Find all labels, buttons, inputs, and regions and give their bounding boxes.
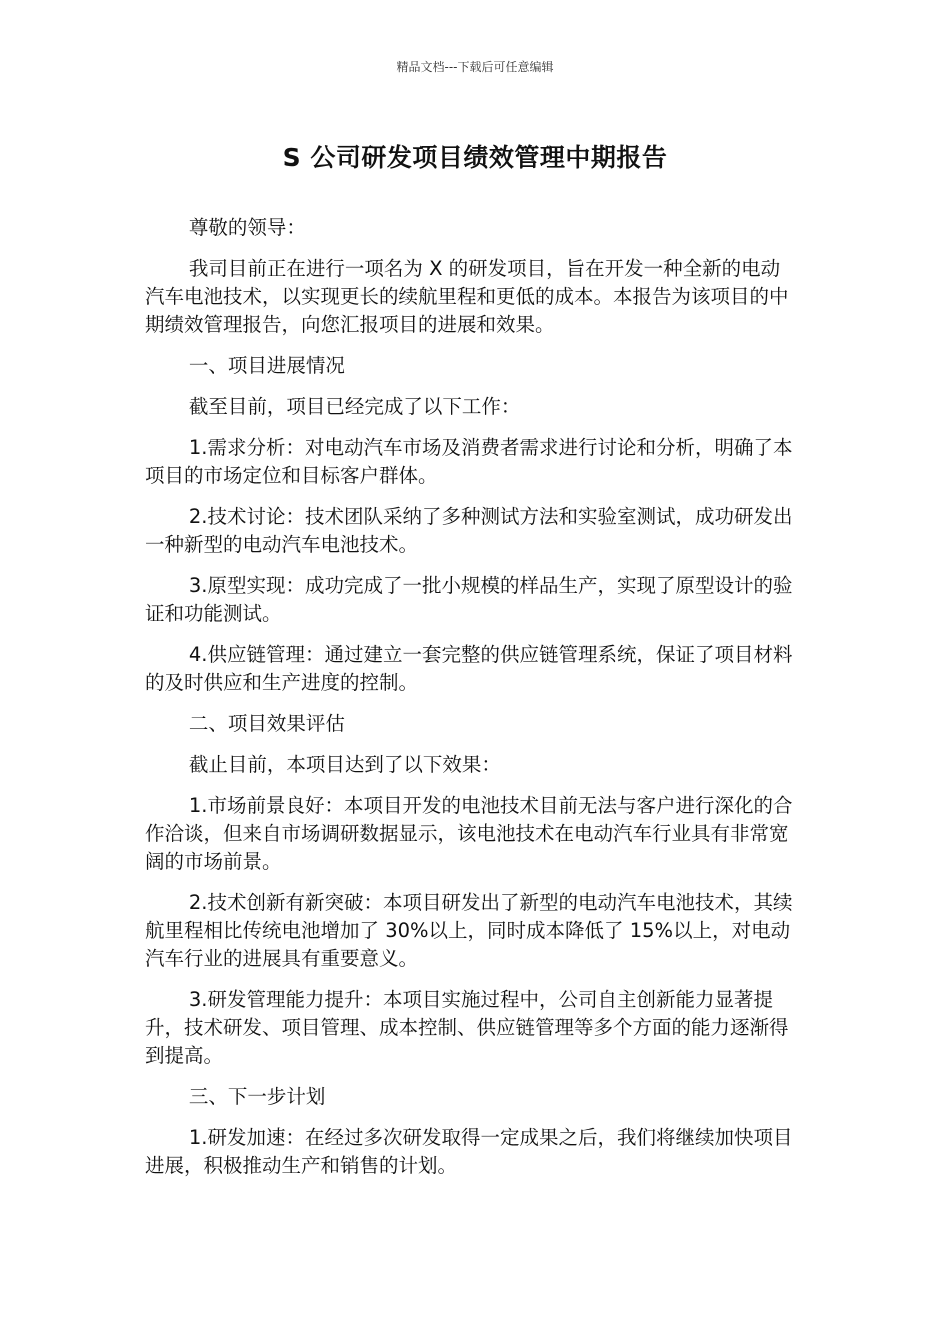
intro-paragraph: 我司目前正在进行一项名为 X 的研发项目，旨在开发一种全新的电动汽车电池技术，以实现更长的续航里程和更低的成本。本报告为该项目的中期绩效管理报告，向您汇报项目的进展和效果。 (145, 257, 789, 336)
salutation: 尊敬的领导： (188, 216, 306, 239)
section-heading-evaluation: 二、项目效果评估 (188, 712, 345, 735)
evaluation-item: 1.市场前景良好：本项目开发的电池技术目前无法与客户进行深化的合作洽谈，但来自市场调研数据显示，该电池技术在电动汽车行业具有非常宽阔的市场前景。 (145, 794, 793, 873)
evaluation-item: 2.技术创新有新突破：本项目研发出了新型的电动汽车电池技术，其续航里程相比传统电池增加了 30%以上，同时成本降低了 15%以上，对电动汽车行业的进展具有重要意义。 (145, 891, 793, 970)
header-note: 精品文档---下载后可任意编辑 (396, 60, 554, 74)
section-heading-plan: 三、下一步计划 (188, 1085, 326, 1108)
evaluation-item: 3.研发管理能力提升：本项目实施过程中，公司自主创新能力显著提升，技术研发、项目管理、成本控制、供应链管理等多个方面的能力逐渐得到提高。 (145, 988, 789, 1067)
plan-item: 1.研发加速：在经过多次研发取得一定成果之后，我们将继续加快项目进展，积极推动生产和销售的计划。 (145, 1126, 793, 1177)
progress-item: 2.技术讨论：技术团队采纳了多种测试方法和实验室测试，成功研发出一种新型的电动汽车电池技术。 (145, 505, 793, 556)
progress-item: 1.需求分析：对电动汽车市场及消费者需求进行讨论和分析，明确了本项目的市场定位和目标客户群体。 (145, 436, 793, 487)
evaluation-lead: 截止目前，本项目达到了以下效果： (188, 753, 501, 776)
section-heading-progress: 一、项目进展情况 (188, 354, 345, 377)
progress-lead: 截至目前，项目已经完成了以下工作： (188, 395, 521, 418)
progress-item: 3.原型实现：成功完成了一批小规模的样品生产，实现了原型设计的验证和功能测试。 (145, 574, 793, 625)
document-title: S 公司研发项目绩效管理中期报告 (282, 143, 668, 172)
progress-item: 4.供应链管理：通过建立一套完整的供应链管理系统，保证了项目材料的及时供应和生产进度的控制。 (145, 643, 793, 694)
document-body (145, 214, 797, 1193)
